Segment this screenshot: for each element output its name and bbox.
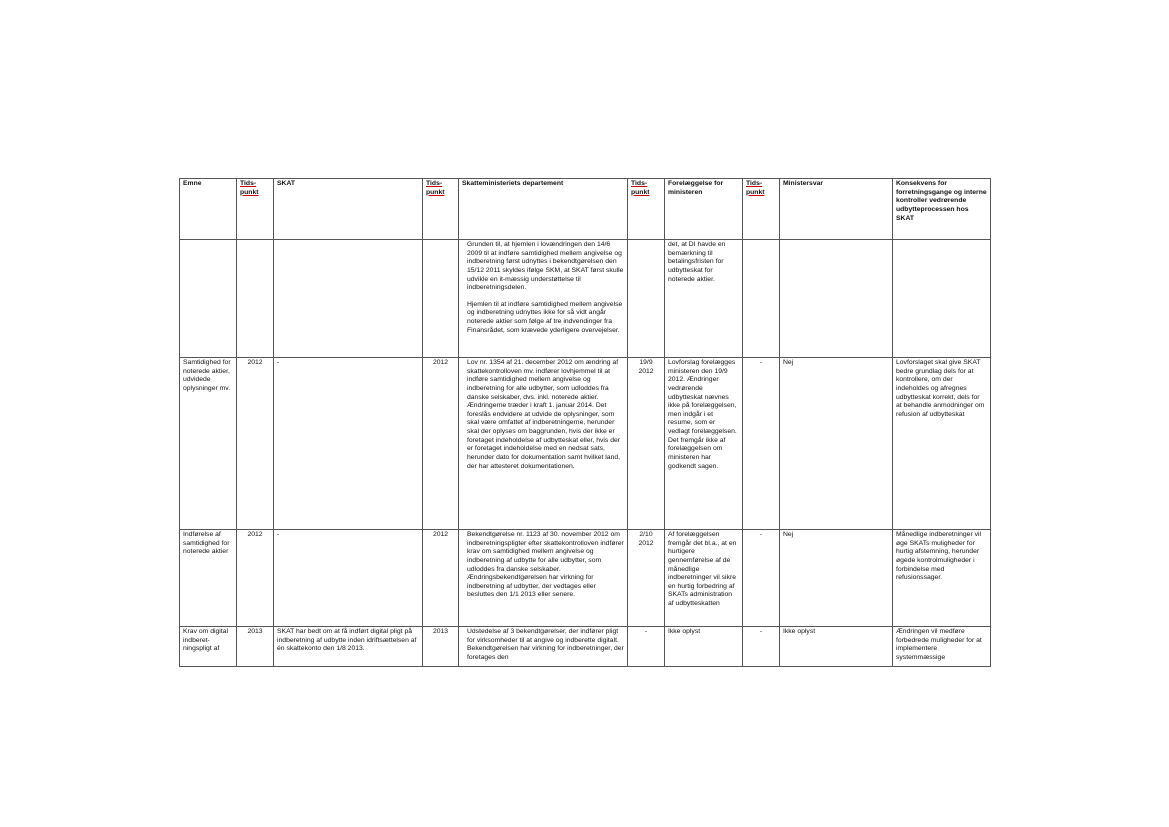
cell-skm xyxy=(459,240,628,358)
cell-konsekvens: Ændringen vil medføre forbedrede muligheder for at implementere systemmæssige xyxy=(893,627,991,667)
cell-skm xyxy=(459,530,628,627)
cell-skat: - xyxy=(274,530,423,627)
header-tidspunkt: Tids-punkt xyxy=(628,179,665,240)
cell-emne: Indførelse af samtidighed for noterede aktier xyxy=(180,530,237,627)
cell-skm-paragraph: Lov nr. 1354 af 21. december 2012 om ændring af skattekontrolloven mv. indfører lovhjemmel til at indføre samtidighed mellem angivelse og indberetning for alle udbytter, som udloddes fra danske selskaber, dvs. inkl. noterede aktier. Ændringerne træder i kraft 1. januar 2014. Det foreslås endvidere at udvide de oplysninger, som skal være omfattet af indberetningerne, herunder skal der oplyses om baggrunden, hvis der ikke er foretaget indeholdelse af udbytteskat eller, hvis der er foretaget indeholdelse med en nedsat sats, herunder dato for dokumentation samt hvilket land, der har attesteret dokumentationen. xyxy=(467,359,621,470)
cell-skm xyxy=(459,627,628,667)
cell-skm xyxy=(459,358,628,530)
header-tidspunkt: Tids-punkt xyxy=(423,179,459,240)
table-row xyxy=(180,627,991,667)
cell-ministersvar: Ikke oplyst xyxy=(780,627,893,667)
cell-skm-paragraph: Bekendtgørelse nr. 1123 af 30. november 2012 om indberetningspligter efter skattekontrolloven indfører krav om samtidighed mellem angivelse og indberetning af udbytte for alle udbytter, som udloddes fra danske selskaber. Ændringsbekendtgørelsen har virkning for indberetning af udbytter, der vedtages eller besluttes den 1/1 2013 eller senere. xyxy=(467,531,624,599)
cell-foreleggelse: det, at DI havde en bemærkning til betalingsfristen for udbytteskat for noterede aktier. xyxy=(665,240,743,358)
header-emne: Emne xyxy=(180,179,237,240)
table-row xyxy=(180,530,991,627)
header-konsekvens: Konsekvens for forretningsgange og interne kontroller vedrørende udbytteprocessen hos SKAT xyxy=(893,179,991,240)
table-row xyxy=(180,240,991,358)
header-foreleggelse: Forelæggelse for ministeren xyxy=(665,179,743,240)
cell-tidspunkt xyxy=(628,240,665,358)
header-skat: SKAT xyxy=(274,179,423,240)
cell-emne xyxy=(180,240,237,358)
cell-foreleggelse: Ikke oplyst xyxy=(665,627,743,667)
cell-skm-paragraph: Udstedelse af 3 bekendtgørelser, der indfører pligt for virksomheder til at angive og indberette digitalt. Bekendtgørelsen har virkning for indberetninger, der foretages den xyxy=(467,628,624,661)
header-skm: Skatteministeriets departement xyxy=(459,179,628,240)
cell-ministersvar: Nej xyxy=(780,530,893,627)
cell-skat: - xyxy=(274,358,423,530)
table-row xyxy=(180,358,991,530)
cell-tidspunkt: - xyxy=(743,627,780,667)
cell-konsekvens: Månedlige indberetninger vil øge SKATs muligheder for hurtig afstemning, herunder øgede kontrolmuligheder i forbindelse med refusionssager. xyxy=(893,530,991,627)
cell-foreleggelse: Lovforslag forelægges ministeren den 19/9 2012. Ændringer vedrørende udbytteskat nævnes ikke på forelæggelsen, men indgår i et resume, som er vedlagt forelæggelsen. Det fremgår ikke af forelæggelsen om ministeren har godkendt sagen. xyxy=(665,358,743,530)
cell-foreleggelse: Af forelæggelsen fremgår det bl.a., at en hurtigere gennemførelse af de månedlige indberetninger vil sikre en hurtig forbedring af SKATs administration af udbytteskatten xyxy=(665,530,743,627)
cell-tidspunkt xyxy=(237,240,274,358)
header-ministersvar: Ministersvar xyxy=(780,179,893,240)
cell-tidspunkt: 2012 xyxy=(423,358,459,530)
cell-tidspunkt: 19/9 2012 xyxy=(628,358,665,530)
cell-konsekvens: Lovforslaget skal give SKAT bedre grundlag dels for at kontrollere, om der indeholdes og afregnes udbytteskat korrekt, dels for at behandle anmodninger om refusion af udbytteskat xyxy=(893,358,991,530)
cell-emne: Samtidighed for noterede aktier, udvidede oplysninger mv. xyxy=(180,358,237,530)
document-table xyxy=(179,178,991,667)
cell-skm-paragraph: Hjemlen til at indføre samtidighed mellem angivelse og indberetning udnyttes ikke for så vidt angår noterede aktier som følge af tre indvendinger fra Finansrådet, som krævede yderligere overvejelser. xyxy=(467,300,623,334)
cell-tidspunkt xyxy=(423,240,459,358)
cell-tidspunkt: 2012 xyxy=(237,530,274,627)
cell-tidspunkt: - xyxy=(628,627,665,667)
header-tidspunkt: Tids-punkt xyxy=(743,179,780,240)
cell-tidspunkt: 2/10 2012 xyxy=(628,530,665,627)
cell-skm-paragraph: Grunden til, at hjemlen i lovændringen den 14/6 2009 til at indføre samtidighed mellem angivelse og indberetning først udnyttes i bekendtgørelsen den 15/12 2011 skyldes ifølge SKM, at SKAT først skulle udvikle en it-mæssig understøttelse til indberetningsdelen. xyxy=(467,241,624,292)
header-row xyxy=(180,179,991,240)
cell-tidspunkt: - xyxy=(743,358,780,530)
cell-tidspunkt xyxy=(743,240,780,358)
cell-tidspunkt: 2012 xyxy=(237,358,274,530)
cell-tidspunkt: 2013 xyxy=(237,627,274,667)
cell-konsekvens xyxy=(893,240,991,358)
cell-skat: SKAT har bedt om at få indført digital pligt på indberetning af udbytte inden idriftsættelsen af én skattekonto den 1/8 2013. xyxy=(274,627,423,667)
cell-skat xyxy=(274,240,423,358)
cell-tidspunkt: 2012 xyxy=(423,530,459,627)
cell-emne: Krav om digital indberet-ningspligt af xyxy=(180,627,237,667)
cell-tidspunkt: - xyxy=(743,530,780,627)
header-tidspunkt: Tids-punkt xyxy=(237,179,274,240)
cell-ministersvar xyxy=(780,240,893,358)
cell-ministersvar: Nej xyxy=(780,358,893,530)
cell-tidspunkt: 2013 xyxy=(423,627,459,667)
